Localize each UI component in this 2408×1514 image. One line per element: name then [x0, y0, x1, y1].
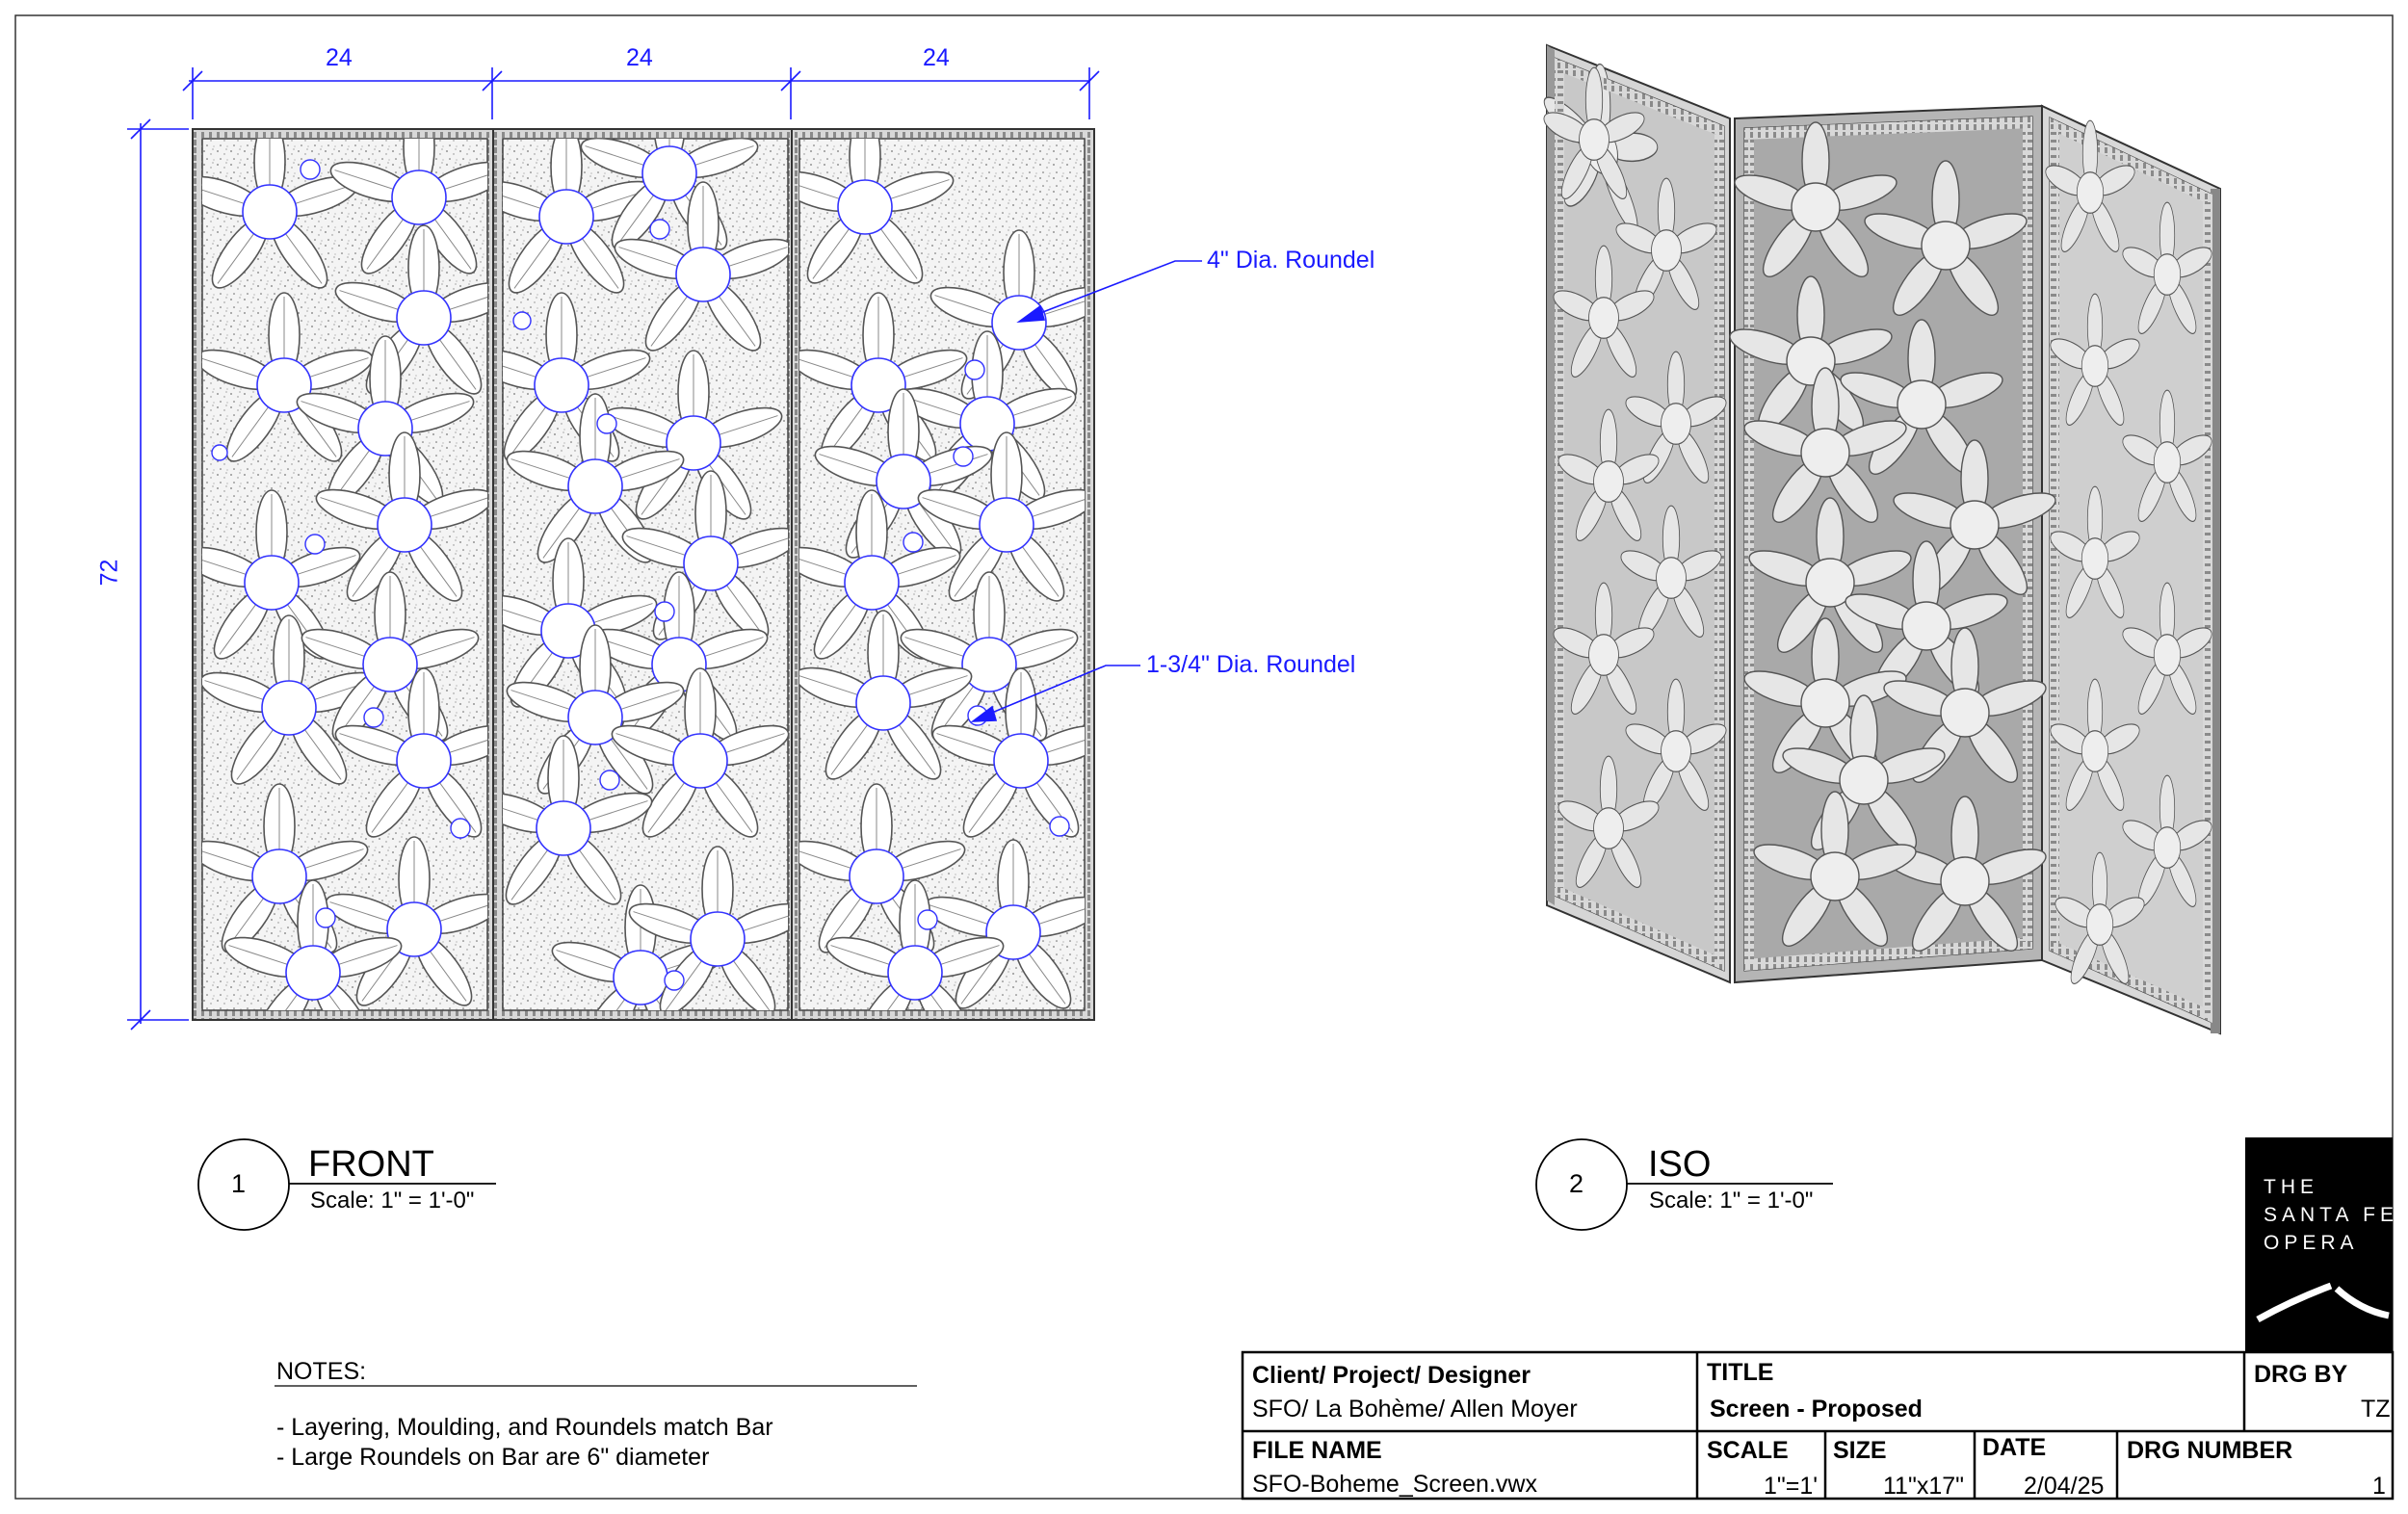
drg-by-label: DRG BY [2254, 1361, 2348, 1388]
drg-by-value: TZ [2361, 1396, 2391, 1423]
date-label: DATE [1982, 1434, 2047, 1461]
dim-width-3: 24 [923, 44, 950, 71]
view-label-graphics [198, 1139, 1833, 1386]
scale-label: SCALE [1707, 1437, 1789, 1464]
logo-line-3: OPERA [2264, 1232, 2359, 1254]
logo-line-1: THE [2264, 1176, 2318, 1198]
size-value: 11"x17" [1883, 1473, 1965, 1500]
title-label: TITLE [1707, 1359, 1774, 1386]
view-2-number: 2 [1569, 1169, 1584, 1198]
callout-large-roundel: 4" Dia. Roundel [1207, 247, 1375, 274]
view-1-title: FRONT [308, 1144, 434, 1185]
note-item: - Large Roundels on Bar are 6" diameter [276, 1444, 710, 1471]
logo-text [2264, 1173, 2398, 1257]
client-label: Client/ Project/ Designer [1252, 1362, 1531, 1389]
date-value: 2/04/25 [2024, 1473, 2105, 1500]
drg-number-value: 1 [2372, 1473, 2386, 1500]
notes-heading: NOTES: [276, 1358, 367, 1385]
file-name-label: FILE NAME [1252, 1437, 1382, 1464]
view-2-scale: Scale: 1" = 1'-0" [1649, 1188, 1814, 1214]
title-value: Screen - Proposed [1710, 1396, 1923, 1423]
dim-width-1: 24 [326, 44, 353, 71]
front-view-drawing [177, 81, 1113, 1061]
dim-width-2: 24 [626, 44, 653, 71]
file-name-value: SFO-Boheme_Screen.vwx [1252, 1471, 1537, 1498]
scale-value: 1"=1' [1764, 1473, 1819, 1500]
note-item: - Layering, Moulding, and Roundels match Bar [276, 1414, 773, 1441]
drg-number-label: DRG NUMBER [2127, 1437, 2293, 1464]
size-label: SIZE [1833, 1437, 1887, 1464]
callout-small-roundel: 1-3/4" Dia. Roundel [1146, 651, 1356, 678]
view-2-title: ISO [1648, 1144, 1712, 1185]
view-1-scale: Scale: 1" = 1'-0" [310, 1188, 475, 1214]
dim-height: 72 [95, 559, 123, 587]
logo-line-2: SANTA FE [2264, 1204, 2398, 1226]
view-1-number: 1 [231, 1169, 247, 1198]
client-value: SFO/ La Bohème/ Allen Moyer [1252, 1396, 1578, 1423]
